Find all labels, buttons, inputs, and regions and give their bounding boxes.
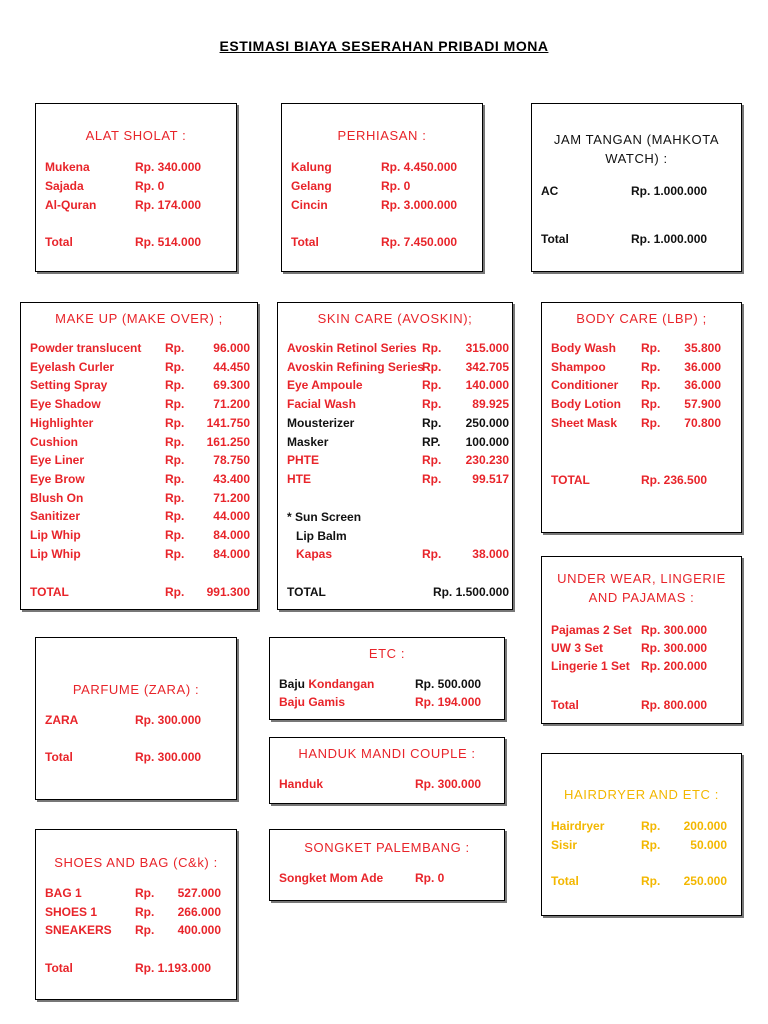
hairdryer-box: HAIRDRYER AND ETC : Hairdryer Rp. 200.000 Sisir Rp. 50.000 Total Rp. 250.000 — [541, 753, 742, 916]
handuk-box: HANDUK MANDI COUPLE : Handuk Rp. 300.000 — [269, 737, 505, 804]
bodycare-heading: BODY CARE (LBP) ; — [576, 311, 707, 326]
parfume-heading: PARFUME (ZARA) : — [72, 682, 200, 697]
skincare-heading: SKIN CARE (AVOSKIN); — [317, 311, 473, 326]
shoes-bag-heading: SHOES AND BAG (C&k) : — [54, 855, 218, 870]
perhiasan-box: PERHIASAN : Kalung Rp. 4.450.000 Gelang Rp. 0 Cincin Rp. 3.000.000 Total Rp. 7.450.000 — [281, 103, 483, 272]
etc-box: ETC : Baju Kondangan Rp. 500.000 Baju Gamis Rp. 194.000 — [269, 637, 505, 720]
parfume-box: PARFUME (ZARA) : ZARA Rp. 300.000 Total Rp. 300.000 — [35, 637, 237, 800]
handuk-heading: HANDUK MANDI COUPLE : — [298, 746, 476, 761]
underwear-heading: UNDER WEAR, LINGERIE AND PAJAMAS : — [557, 571, 726, 605]
bodycare-box: BODY CARE (LBP) ; Body Wash Rp. 35.800 Shampoo Rp. 36.000 Conditioner Rp. 36.000 Body Lotion Rp. 57.900 Sheet Mask Rp. 70.800 TOTAL Rp. 236.500 — [541, 302, 742, 533]
makeup-box: MAKE UP (MAKE OVER) ; Powder translucent Rp. 96.000 Eyelash Curler Rp. 44.450 Setting Spray Rp. 69.300 Eye Shadow Rp. 71.200 Highlighter Rp. 141.750 Cushion Rp. 161.250 Eye Liner Rp. 78.750 Eye Brow Rp. 43.400 Blush On Rp. 71.200 Sanitizer Rp. 44.000 Lip Whip Rp. 84.000 Lip Whip Rp. 84.000 TOTAL Rp. 991.300 — [20, 302, 258, 610]
etc-heading: ETC : — [368, 646, 406, 661]
jam-tangan-box: JAM TANGAN (MAHKOTA WATCH) : AC Rp. 1.000.000 Total Rp. 1.000.000 — [531, 103, 742, 272]
page-title: ESTIMASI BIAYA SESERAHAN PRIBADI MONA — [219, 38, 549, 54]
songket-box: SONGKET PALEMBANG : Songket Mom Ade Rp. 0 — [269, 829, 505, 901]
alat-sholat-heading: ALAT SHOLAT : — [85, 128, 187, 143]
perhiasan-heading: PERHIASAN : — [337, 128, 427, 143]
jam-tangan-heading: JAM TANGAN (MAHKOTA WATCH) : — [553, 132, 720, 166]
skincare-box: SKIN CARE (AVOSKIN); Avoskin Retinol Series Rp. 315.000 Avoskin Refining Series Rp. 342.705 Eye Ampoule Rp. 140.000 Facial Wash Rp. 89.925 Mousterizer Rp. 250.000 Masker RP. 100.000 PHTE Rp. 230.230 HTE Rp. 99.517 * Sun Screen Lip Balm Kapas Rp. 38.000 TOTAL Rp. 1.500.000 — [277, 302, 513, 610]
songket-heading: SONGKET PALEMBANG : — [304, 840, 470, 855]
shoes-bag-box: SHOES AND BAG (C&k) : BAG 1 Rp. 527.000 SHOES 1 Rp. 266.000 SNEAKERS Rp. 400.000 Total Rp. 1.193.000 — [35, 829, 237, 1000]
hairdryer-heading: HAIRDRYER AND ETC : — [564, 787, 719, 802]
alat-sholat-box: ALAT SHOLAT : Mukena Rp. 340.000 Sajada Rp. 0 Al-Quran Rp. 174.000 Total Rp. 514.000 — [35, 103, 237, 272]
makeup-heading: MAKE UP (MAKE OVER) ; — [55, 311, 223, 326]
underwear-box: UNDER WEAR, LINGERIE AND PAJAMAS : Pajamas 2 Set Rp. 300.000 UW 3 Set Rp. 300.000 Lingerie 1 Set Rp. 200.000 Total Rp. 800.000 — [541, 556, 742, 724]
